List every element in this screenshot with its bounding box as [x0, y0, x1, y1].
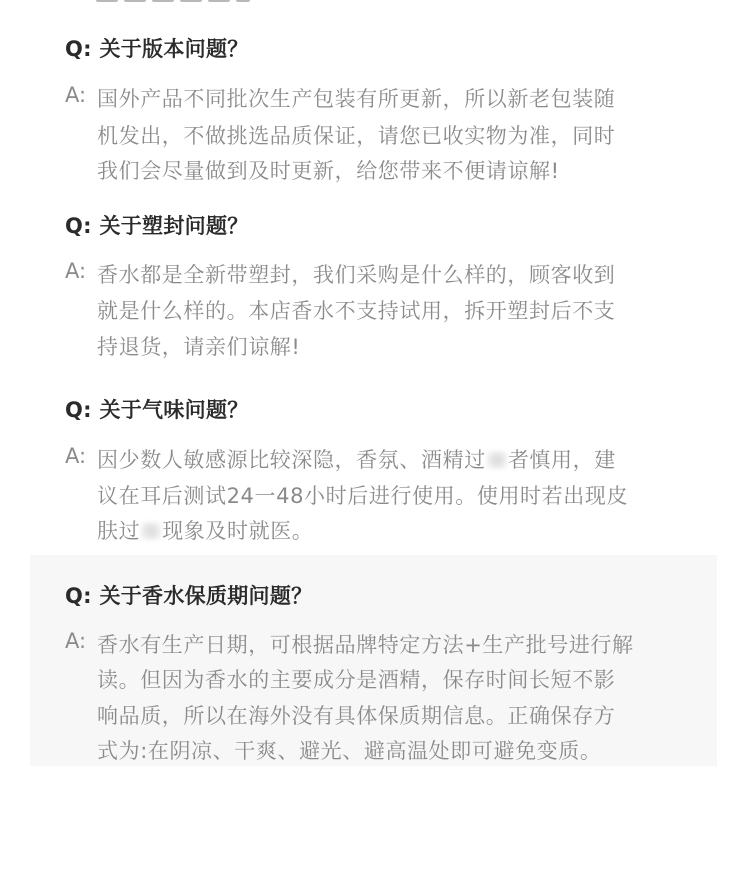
answer-line: 香水有生产日期，可根据品牌特定方法+生产批号进行解 — [97, 633, 634, 657]
faq-question: Q: 关于香水保质期问题？ — [65, 584, 313, 608]
answer-line — [97, 444, 616, 474]
answer-prefix: A: — [65, 629, 87, 653]
answer-line: 响品质，所以在海外没有具体保质期信息。正确保存方 — [97, 704, 616, 728]
answer-text: 议在耳后测试24一48小时后进行使用。使用时若出现皮 — [97, 484, 629, 508]
faq-question: Q: 关于气味问题？ — [65, 398, 249, 422]
blurred-character — [487, 451, 507, 469]
answer-line: 持退货，请亲们谅解! — [97, 335, 301, 359]
answer-line: 香水都是全新带塑封，我们采购是什么样的，顾客收到 — [97, 263, 616, 287]
answer-line: 就是什么样的。本店香水不支持试用，拆开塑封后不支 — [97, 299, 616, 323]
answer-line — [97, 480, 628, 510]
faq-shelf-life — [30, 555, 717, 766]
answer-line: 读。但因为香水的主要成分是酒精，保存时间长短不影 — [97, 668, 616, 692]
blurred-character — [141, 522, 161, 540]
answer-text: 者慎用，建 — [507, 448, 616, 472]
answer-line: 国外产品不同批次生产包装有所更新，所以新老包装随 — [97, 87, 616, 111]
faq-question: Q: 关于版本问题？ — [65, 37, 249, 61]
answer-text: 因少数人敏感源比较深隐，香氛、酒精过 — [97, 448, 486, 472]
answer-text: 肤过 — [97, 519, 141, 543]
answer-line: 我们会尽量做到及时更新，给您带来不便请谅解! — [97, 159, 560, 183]
answer-prefix: A: — [65, 83, 87, 107]
answer-text: 现象及时就医。 — [162, 519, 314, 543]
answer-line — [97, 515, 313, 545]
answer-line: 机发出，不做挑选品质保证，请您已收实物为准，同时 — [97, 124, 616, 148]
answer-prefix: A: — [65, 444, 87, 468]
faq-question: Q: 关于塑封问题？ — [65, 214, 249, 238]
answer-prefix: A: — [65, 259, 87, 283]
answer-line: 式为:在阴凉、干爽、避光、避高温处即可避免变质。 — [97, 739, 602, 763]
